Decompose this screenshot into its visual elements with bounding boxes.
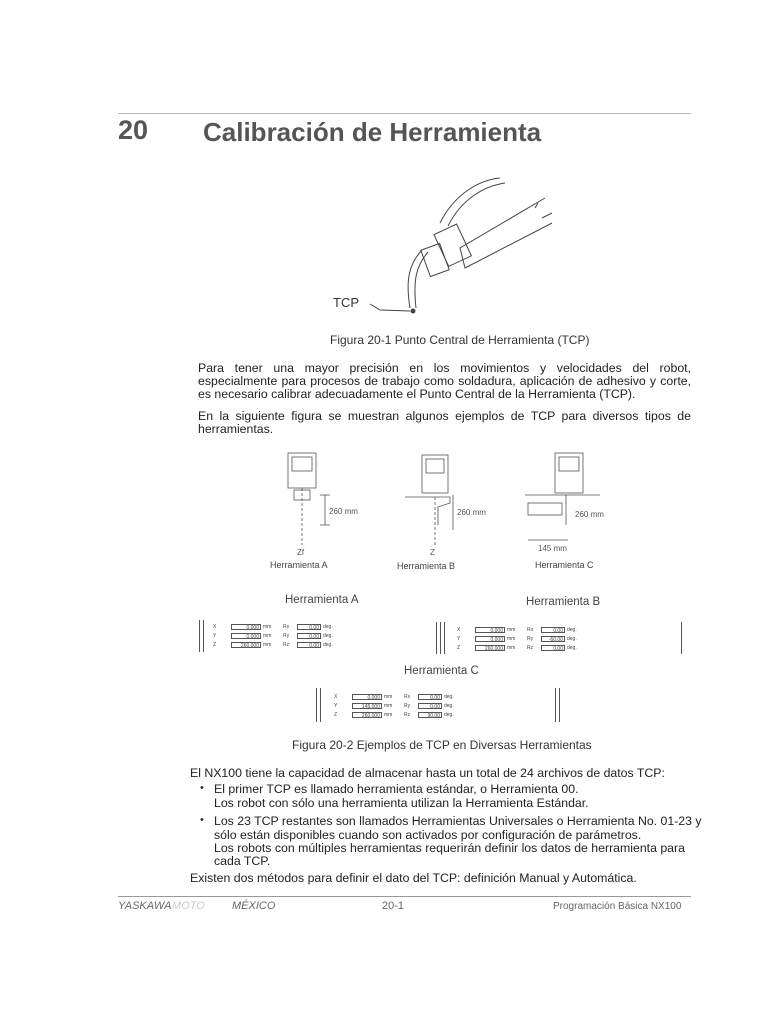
panel-c-left-bar-2: [320, 688, 321, 722]
tool-a-dimension: 260 mm: [329, 507, 358, 516]
panel-b-left-bar: [436, 622, 437, 654]
panel-c-row-y: [334, 703, 494, 711]
axis-label: Z: [334, 712, 338, 718]
figure2-caption: Figura 20-2 Ejemplos de TCP en Diversas Herramientas: [292, 738, 592, 752]
panel-a-table: [213, 624, 373, 654]
unit-label: mm: [263, 642, 272, 648]
panel-b-left-bar-3: [444, 622, 445, 654]
tool-b-dimension: 260 mm: [457, 508, 486, 517]
unit-label: mm: [263, 624, 272, 630]
bullet1-line2: Los robot con sólo una herramienta utilizan la Herramienta Estándar.: [214, 796, 589, 810]
rvalue-field[interactable]: 0.00: [297, 624, 321, 630]
unit-label: mm: [384, 703, 393, 709]
unit-label: mm: [384, 694, 393, 700]
bullet-marker: •: [200, 814, 204, 826]
unit-label: mm: [507, 636, 516, 642]
bullet-marker: •: [200, 782, 204, 794]
value-field[interactable]: 0.000: [475, 627, 505, 633]
panel-c-right-bar-2: [559, 688, 560, 722]
panel-c-title: Herramienta C: [404, 665, 479, 677]
bullet2-line1: Los 23 TCP restantes son llamados Herramientas Universales o Herramienta No. 01-23 y: [214, 814, 702, 828]
panel-b-row-z: [457, 645, 617, 653]
unit-label: mm: [384, 712, 393, 718]
runit-label: deg.: [444, 703, 454, 709]
rvalue-field[interactable]: 0.00: [541, 645, 565, 651]
panel-c-row-x: [334, 694, 494, 702]
value-field[interactable]: 260.000: [352, 712, 382, 718]
unit-label: mm: [507, 627, 516, 633]
runit-label: deg.: [567, 627, 577, 633]
unit-label: mm: [507, 645, 516, 651]
tcp-bullet-list: [200, 782, 702, 872]
paragraph-intro: Para tener una mayor precisión en los movimientos y velocidades del robot, especialmente para procesos de trabajo como soldadura, aplicación de adhesivo y corte, es necesario calibrar adecuadamente el Punto Central de la Herramienta (TCP).: [198, 361, 691, 401]
panel-b-row-x: [457, 627, 617, 635]
tool-c-label: Herramienta C: [535, 560, 594, 570]
tool-c-offset: 145 mm: [538, 544, 567, 553]
panel-b-left-bar-2: [440, 622, 441, 654]
raxis-label: Ry: [404, 703, 411, 709]
tool-a-label: Herramienta A: [270, 560, 328, 570]
chapter-title: Calibración de Herramienta: [203, 117, 542, 147]
chapter-number: 20: [118, 115, 149, 145]
footer-doc-title: Programación Básica NX100: [553, 901, 682, 912]
panel-c-table: [334, 694, 494, 724]
footer-page-number: 20-1: [382, 900, 405, 912]
axis-label: Y: [457, 636, 461, 642]
runit-label: deg.: [444, 712, 454, 718]
panel-b-row-y: [457, 636, 617, 644]
rvalue-field[interactable]: -60.00: [541, 636, 565, 642]
raxis-label: Rx: [527, 627, 534, 633]
panel-c-right-bar: [555, 688, 556, 722]
value-field[interactable]: 260.000: [475, 645, 505, 651]
rvalue-field[interactable]: 90.00: [418, 712, 442, 718]
rvalue-field[interactable]: 0.00: [418, 694, 442, 700]
panel-a-left-bar-2: [203, 620, 204, 652]
raxis-label: Rx: [404, 694, 411, 700]
tool-b-axis: Z: [430, 548, 435, 557]
axis-label: X: [213, 624, 217, 630]
header-rule: [118, 113, 691, 114]
footer-rule: [118, 896, 691, 897]
footer-brand-faint: MOTO: [172, 900, 205, 912]
value-field[interactable]: 145.000: [352, 703, 382, 709]
rvalue-field[interactable]: 0.00: [541, 627, 565, 633]
runit-label: deg.: [567, 645, 577, 651]
raxis-label: Rz: [527, 645, 534, 651]
runit-label: deg.: [444, 694, 454, 700]
intro-text: El NX100 tiene la capacidad de almacenar hasta un total de 24 archivos de datos TCP:: [190, 766, 665, 780]
axis-label: Y: [213, 633, 217, 639]
runit-label: deg.: [323, 642, 333, 648]
footer-country: MÉXICO: [232, 900, 276, 912]
value-field[interactable]: 0.000: [475, 636, 505, 642]
panel-a-row-z: [213, 642, 373, 650]
panel-c-left-bar: [316, 688, 317, 722]
raxis-label: Rz: [404, 712, 411, 718]
tcp-label: TCP: [333, 295, 359, 310]
unit-label: mm: [263, 633, 272, 639]
panel-c-row-z: [334, 712, 494, 720]
panel-b-title: Herramienta B: [526, 596, 601, 608]
value-field[interactable]: 260.000: [231, 642, 261, 648]
tools-illustration: [270, 445, 610, 555]
axis-label: Y: [334, 703, 338, 709]
bullet1-line1: El primer TCP es llamado herramienta estándar, o Herramienta 00.: [214, 782, 579, 796]
panel-a-row-y: [213, 633, 373, 641]
tool-c-dimension: 260 mm: [575, 510, 604, 519]
axis-label: Z: [457, 645, 461, 651]
footer-brand: YASKAWA: [118, 900, 172, 912]
panel-b-table: [457, 627, 617, 657]
axis-label: X: [334, 694, 338, 700]
closing-text: Existen dos métodos para definir el dato del TCP: definición Manual y Automática.: [190, 871, 637, 885]
value-field[interactable]: 0.000: [231, 624, 261, 630]
tool-b-label: Herramienta B: [397, 561, 456, 571]
raxis-label: Rx: [283, 624, 290, 630]
value-field[interactable]: 0.000: [352, 694, 382, 700]
panel-a-left-bar: [199, 620, 200, 652]
rvalue-field[interactable]: 0.00: [297, 633, 321, 639]
bullet2-line4: cada TCP.: [214, 854, 271, 868]
panel-b-right-bar: [681, 622, 682, 654]
raxis-label: Ry: [527, 636, 534, 642]
panel-a-row-x: [213, 624, 373, 632]
raxis-label: Rz: [283, 642, 290, 648]
value-field[interactable]: 0.000: [231, 633, 261, 639]
panel-a-title: Herramienta A: [285, 594, 359, 606]
tcp-illustration: [330, 168, 560, 328]
figure1-caption: Figura 20-1 Punto Central de Herramienta (TCP): [330, 333, 590, 347]
runit-label: deg.: [323, 633, 333, 639]
rvalue-field[interactable]: 0.00: [418, 703, 442, 709]
tool-a-axis: Zf: [297, 548, 305, 557]
paragraph-examples: En la siguiente figura se muestran algunos ejemplos de TCP para diversos tipos de herramientas.: [198, 409, 691, 436]
runit-label: deg.: [323, 624, 333, 630]
bullet2-line3: Los robots con múltiples herramientas requerirán definir los datos de herramienta para: [214, 841, 685, 855]
axis-label: Z: [213, 642, 217, 648]
rvalue-field[interactable]: 0.00: [297, 642, 321, 648]
runit-label: deg.: [567, 636, 577, 642]
bullet2-line2: sólo están disponibles cuando son activados por configuración de parámetros.: [214, 828, 642, 842]
axis-label: X: [457, 627, 461, 633]
raxis-label: Ry: [283, 633, 290, 639]
